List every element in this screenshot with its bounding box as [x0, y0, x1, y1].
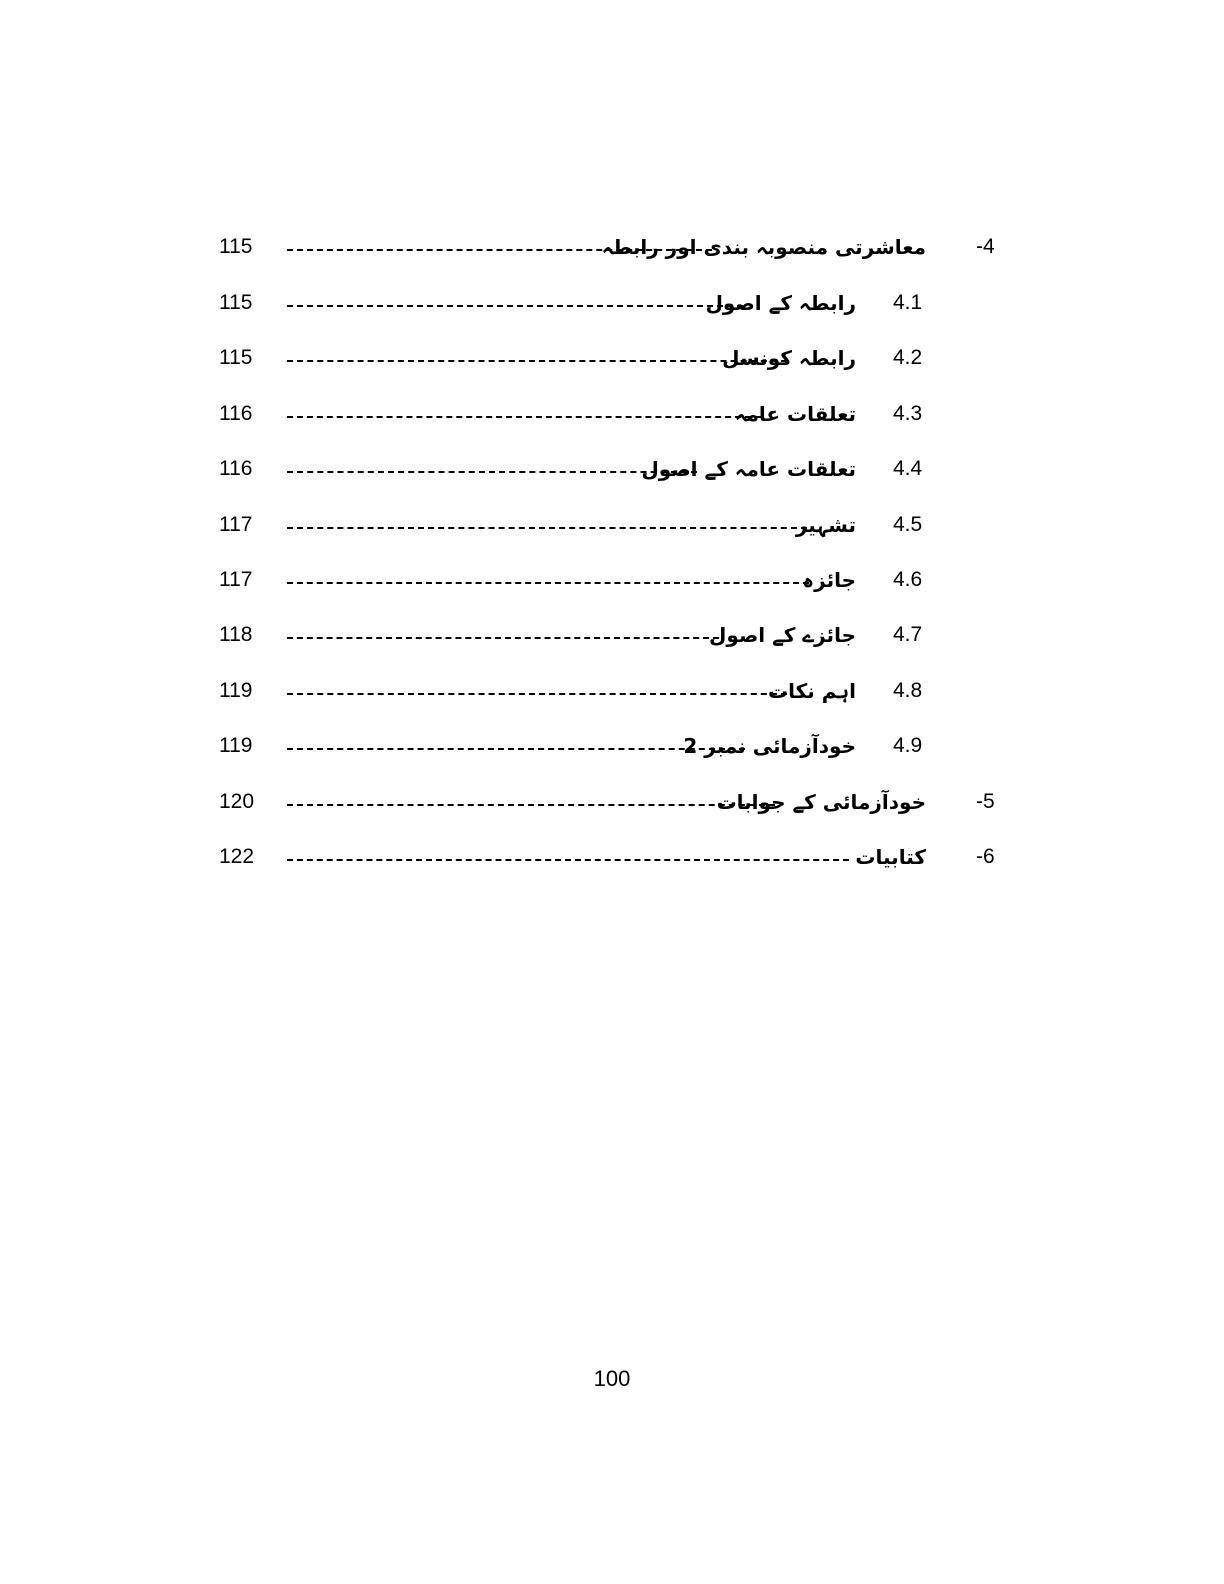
dotted-leader: [287, 637, 719, 639]
dotted-leader: [287, 748, 745, 750]
toc-page-number: 117: [219, 568, 253, 591]
toc-section-number: 4.1: [893, 291, 923, 314]
toc-row-4-2: [0, 330, 1224, 386]
toc-title: معاشرتی منصوبہ بندی اور رابطہ: [601, 235, 926, 259]
toc-row-4: [0, 219, 1224, 275]
toc-title: رابطہ کونسل: [722, 346, 856, 370]
toc-row-5: [0, 774, 1224, 830]
toc-title: جائزے کے اصول: [709, 623, 856, 647]
toc-row-4-8: [0, 663, 1224, 719]
toc-title: جائزہ: [802, 568, 856, 592]
toc-section-number: -5: [976, 790, 995, 813]
dotted-leader: [287, 804, 775, 806]
toc-row-4-5: [0, 497, 1224, 553]
dotted-leader: [287, 416, 761, 418]
toc-title: اہم نکات: [768, 679, 856, 703]
toc-title: تشہیر: [795, 513, 856, 537]
toc-page-number: 115: [219, 235, 253, 258]
toc-title: رابطہ کے اصول: [705, 291, 856, 315]
toc-row-4-1: [0, 275, 1224, 331]
dotted-leader: [287, 582, 809, 584]
toc-page-number: 119: [219, 679, 253, 702]
toc-section-number: -6: [976, 845, 995, 868]
page-number-footer: 100: [593, 1366, 631, 1391]
toc-title: تعلقات عامہ کے اصول: [641, 457, 856, 481]
toc-section-number: 4.4: [893, 457, 923, 480]
toc-title: خودآزمائی کے جوابات: [716, 790, 926, 814]
toc-title: خودآزمائی نمبر 2: [683, 734, 856, 758]
dotted-leader: [287, 305, 743, 307]
toc-row-4-4: [0, 441, 1224, 497]
toc-row-4-9: [0, 718, 1224, 774]
toc-title: تعلقات عامہ: [734, 402, 856, 426]
toc-section-number: 4.8: [893, 679, 923, 702]
dotted-leader: [287, 859, 849, 861]
toc-page-number: 122: [219, 845, 255, 868]
dotted-leader: [287, 471, 697, 473]
toc-section-number: 4.6: [893, 568, 923, 591]
dotted-leader: [287, 527, 807, 529]
toc-page-number: 116: [219, 457, 253, 480]
toc-row-4-7: [0, 607, 1224, 663]
dotted-leader: [287, 693, 787, 695]
toc-title: کتابیات: [855, 845, 926, 869]
toc-section-number: 4.2: [893, 346, 923, 369]
toc-row-6: [0, 829, 1224, 885]
toc-section-number: 4.3: [893, 402, 923, 425]
toc-page-number: 116: [219, 402, 253, 425]
toc-page-number: 115: [219, 346, 253, 369]
toc-page-number: 117: [219, 513, 253, 536]
toc-page-number: 119: [219, 734, 253, 757]
toc-page-number: 115: [219, 291, 253, 314]
toc-row-4-6: [0, 552, 1224, 608]
dotted-leader: [287, 360, 787, 362]
toc-row-4-3: [0, 386, 1224, 442]
toc-page-number: 118: [219, 623, 253, 646]
toc-section-number: -4: [976, 235, 995, 258]
toc-section-number: 4.9: [893, 734, 923, 757]
toc-section-number: 4.7: [893, 623, 923, 646]
toc-section-number: 4.5: [893, 513, 923, 536]
toc-page-number: 120: [219, 790, 255, 813]
